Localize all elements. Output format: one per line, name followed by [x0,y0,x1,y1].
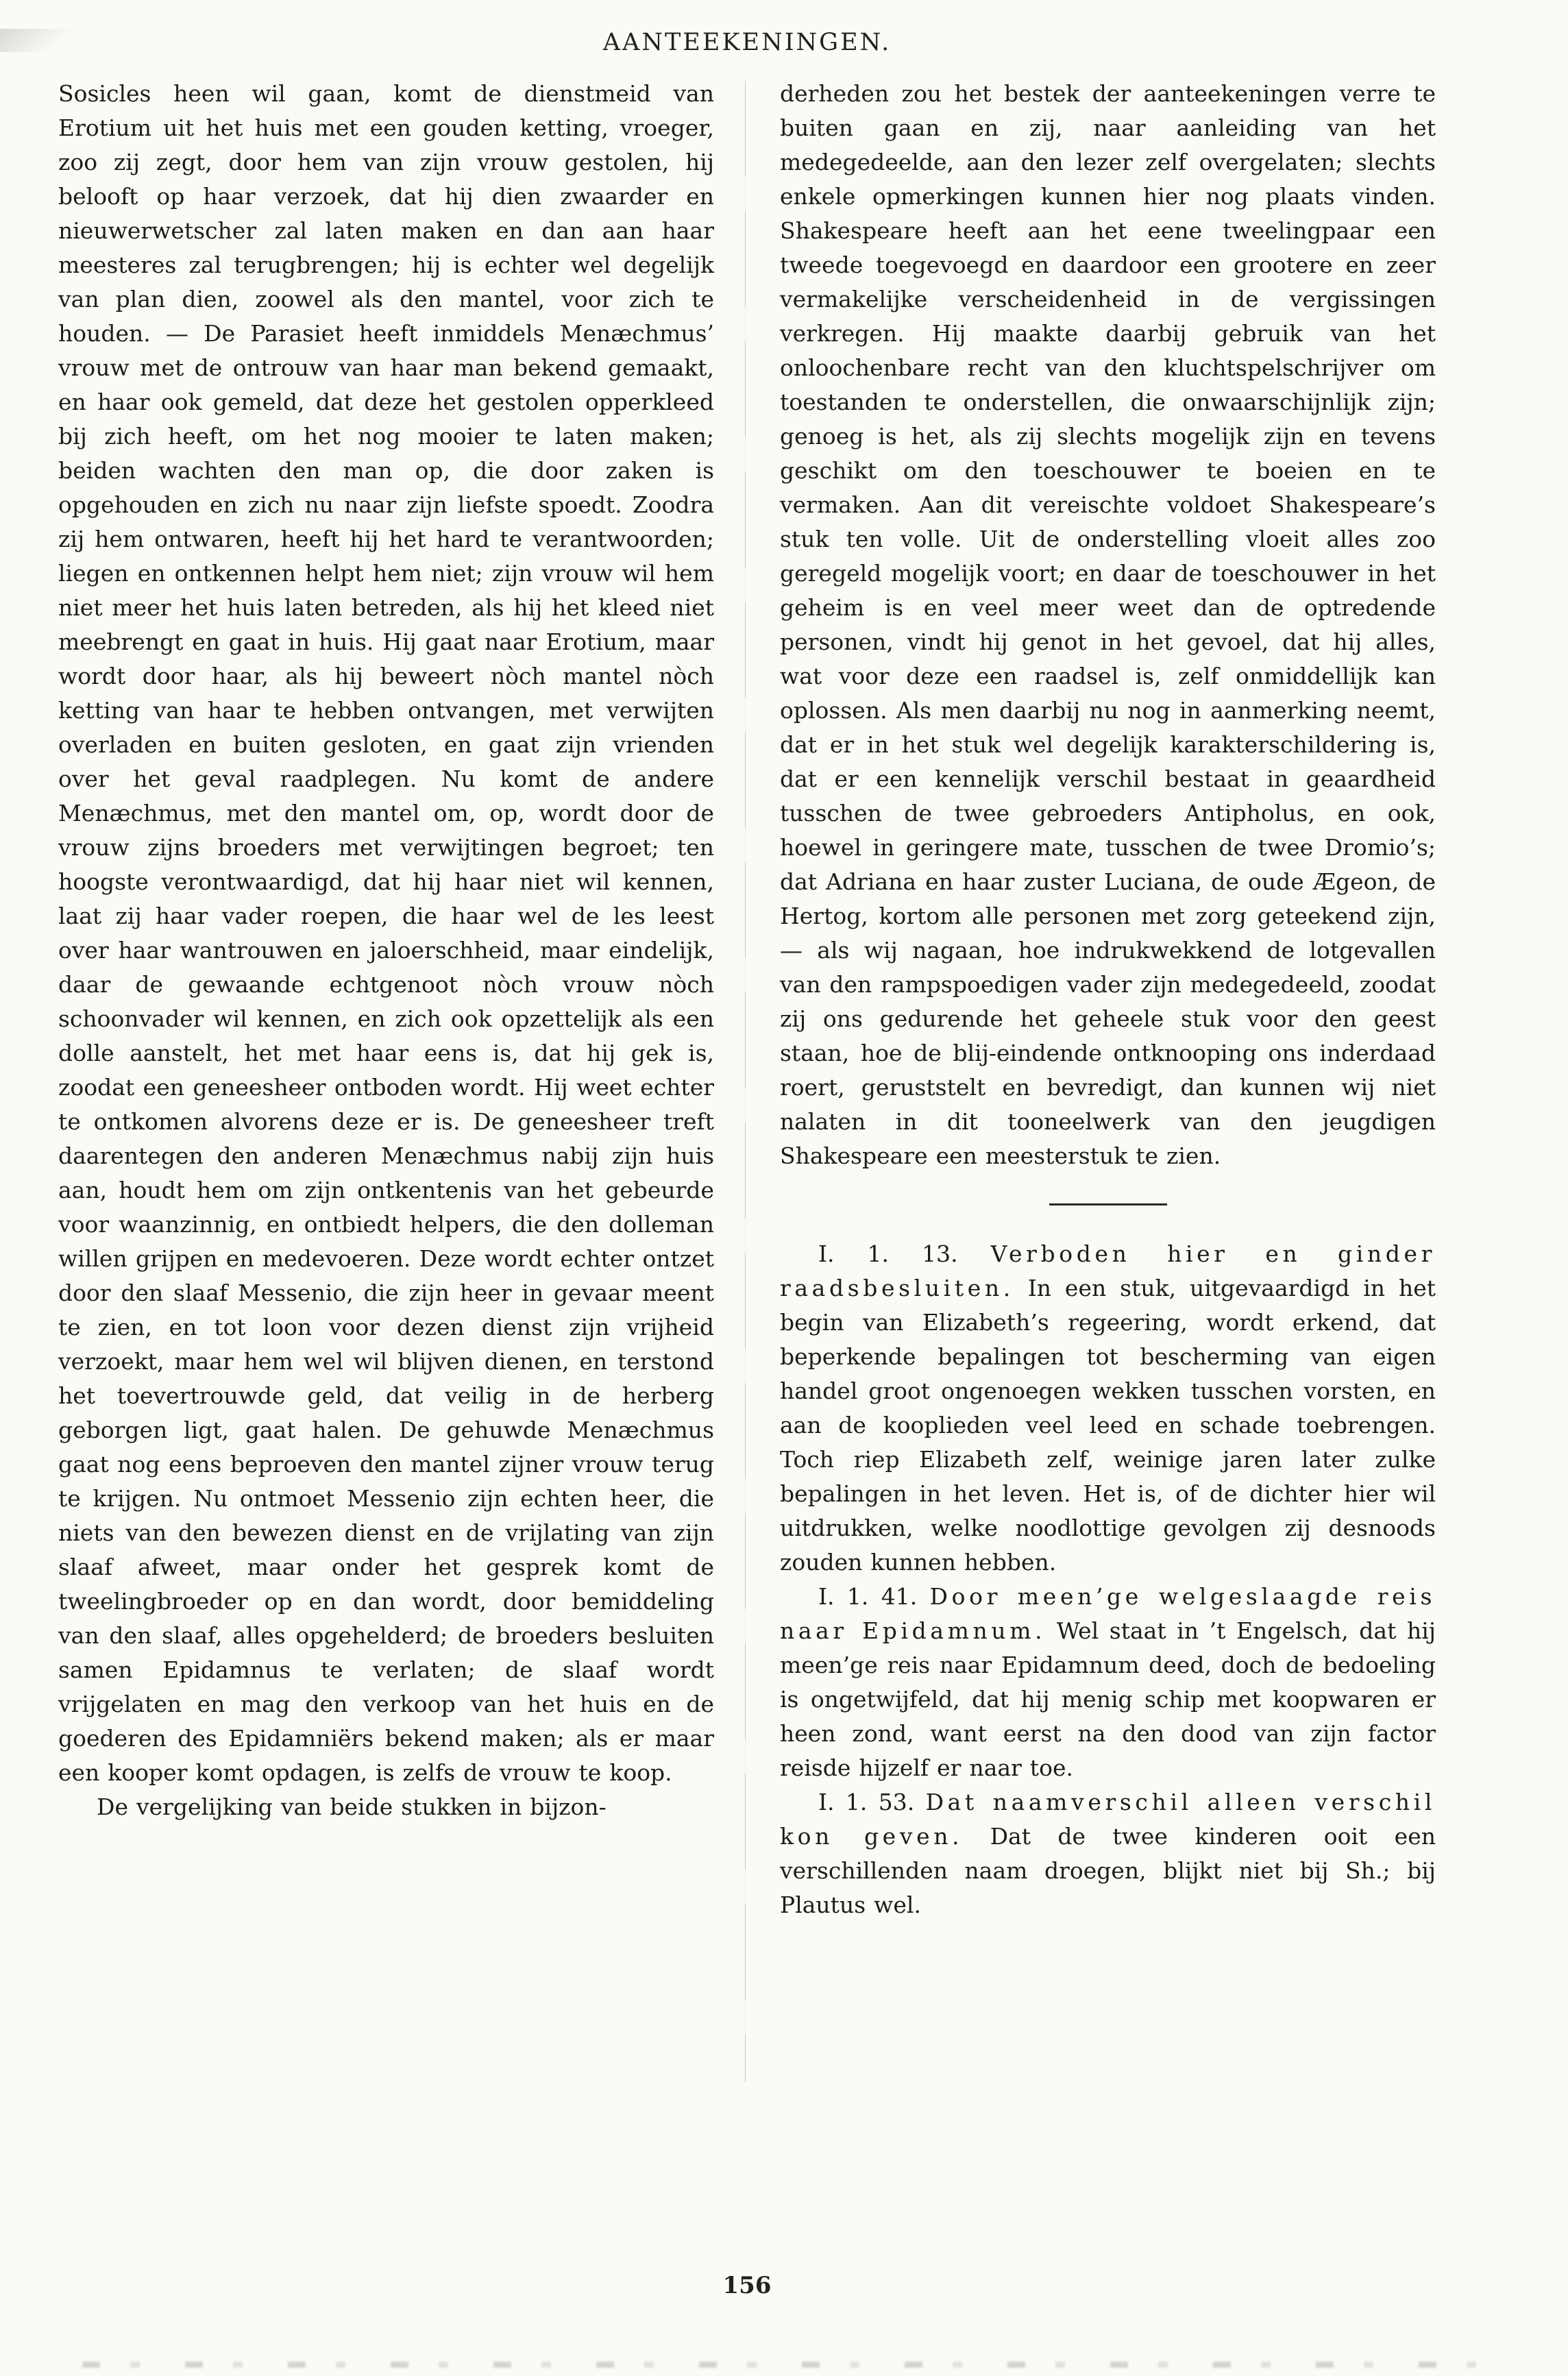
note-paragraph [780,1785,1436,1922]
note-ref: I. 1. 13. [818,1240,958,1267]
paragraph-comparison-start: De vergelijking van beide stukken in bijzon- [97,1793,607,1820]
left-column [58,77,714,1922]
paragraph-synopsis: Sosicles heen wil gaan, komt de dienstmeid van Erotium uit het huis met een gouden ketting, vroeger, zoo zij zegt, door hem van zijn vrouw gestolen, hij belooft op haar verzoek, dat hij dien zwaarder en nieuwerwetscher zal laten maken en dan aan haar meesteres zal terugbrengen; hij is echter wel degelijk van plan dien, zoowel als den mantel, voor zich te houden. — De Parasiet heeft inmiddels Menæchmus’ vrouw met de ontrouw van haar man bekend gemaakt, en haar ook gemeld, dat deze het gestolen opperkleed bij zich heeft, om het nog mooier te laten maken; beiden wachten den man op, die door zaken is opgehouden en zich nu naar zijn liefste spoedt. Zoodra zij hem ontwaren, heeft hij het hard te verantwoorden; liegen en ontkennen helpt hem niet; zijn vrouw wil hem niet meer het huis laten betreden, als hij het kleed niet meebrengt en gaat in huis. Hij gaat naar Erotium, maar wordt door haar, als hij beweert nòch mantel nòch ketting van haar te hebben ontvangen, met verwijten overladen en buiten gesloten, en gaat zijn vrienden over het geval raadplegen. Nu komt de andere Menæchmus, met den mantel om, op, wordt door de vrouw zijns broeders met verwijtingen begroet; ten hoogste verontwaardigd, dat hij haar niet wil kennen, laat zij haar vader roepen, die haar wel de les leest over haar wantrouwen en jaloerschheid, maar eindelijk, daar de gewaande echtgenoot nòch vrouw nòch schoonvader wil kennen, en zich ook opzettelijk als een dolle aanstelt, het met haar eens is, dat hij gek is, zoodat een geneesheer ontboden wordt. Hij weet echter te ontkomen alvorens deze er is. De geneesheer treft daarentegen den anderen Menæchmus nabij zijn huis aan, houdt hem om zijn ontkentenis van het gebeurde voor waanzinnig, en ontbiedt helpers, die den dolleman willen grijpen en medevoeren. Deze wordt echter ontzet door den slaaf Messenio, die zijn heer in gevaar meent te zien, en tot loon voor dezen dienst zijn vrijheid verzoekt, maar hem wel wil blijven dienen, en terstond het toevertrouwde geld, dat veilig in de herberg geborgen ligt, gaat halen. De gehuwde Menæchmus gaat nog eens beproeven den mantel zijner vrouw terug te krijgen. Nu ontmoet Messenio zijn echten heer, die niets van den bewezen dienst en de vrijlating van zijn slaaf afweet, maar onder het gesprek komt de tweelingbroeder op en dan wordt, door bemiddeling van den slaaf, alles opgehelderd; de broeders besluiten samen Epidamnus te verlaten; de slaaf wordt vrijgelaten en mag den verkoop van het huis en de goederen des Epidamniërs bekend maken; als er maar een kooper komt opdagen, is zelfs de vrouw te koop. [58,80,714,1786]
note-text: Wel staat in ’t Engelsch, dat hij meen’ge reis naar Epidamnum deed, doch de bedoeling is ongetwijfeld, dat hij menig schip met koopwaren er heen zond, want eerst na den dood van zijn factor reisde hijzelf er naar toe. [780,1617,1436,1781]
note-text: Dat de twee kinderen ooit een verschillenden naam droegen, blijkt niet bij Sh.; bij Plautus wel. [780,1823,1436,1918]
column-divider [745,81,746,2082]
note-lemma: Dat naamverschil alleen verschil kon geven. [780,1789,1436,1850]
scan-artifact-bottom-edge [82,2362,1487,2368]
note-text: In een stuk, uitgevaardigd in het begin van Elizabeth’s regeering, wordt erkend, dat beperkende bepalingen tot bescherming van eigen handel groot ongenoegen wekken tusschen vorsten, en aan de kooplieden veel leed en schade toebrengen. Toch riep Elizabeth zelf, weinige jaren later zulke bepalingen in het leven. Het is, of de dichter hier wil uitdrukken, welke noodlottige gevolgen zij desnoods zouden kunnen hebben. [780,1275,1436,1576]
note-lemma: Verboden hier en ginder raadsbesluiten. [780,1240,1436,1301]
text-columns [58,77,1436,1922]
note-lemma: Door meen’ge welgeslaagde reis naar Epidamnum. [780,1583,1436,1644]
note-ref: I. 1. 53. [818,1789,915,1815]
page-header: AANTEEKENINGEN. [602,29,892,56]
page-number: 156 [722,2272,772,2299]
note-paragraph [780,1237,1436,1580]
paragraph-comparison-continued: derheden zou het bestek der aanteekeningen verre te buiten gaan en zij, naar aanleiding van het medegedeelde, aan den lezer zelf overgelaten; slechts enkele opmerkingen kunnen hier nog plaats vinden. Shakespeare heeft aan het eene tweelingpaar een tweede toegevoegd en daardoor een grootere en zeer vermakelijke verscheidenheid in de vergissingen verkregen. Hij maakte daarbij gebruik van het onloochenbare recht van den kluchtspelschrijver om toestanden te onderstellen, die onwaarschijnlijk zijn; genoeg is het, als zij slechts mogelijk zijn en tevens geschikt om den toeschouwer te boeien en te vermaken. Aan dit vereischte voldoet Shakespeare’s stuk ten volle. Uit de onderstelling vloeit alles zoo geregeld mogelijk voort; en daar de toeschouwer in het geheim is en veel meer weet dan de optredende personen, vindt hij genot in het gevoel, dat hij alles, wat voor deze een raadsel is, zelf onmiddellijk kan oplossen. Als men daarbij nu nog in aanmerking neemt, dat er in het stuk wel degelijk karakterschildering is, dat er een kennelijk verschil bestaat in geaardheid tusschen de twee gebroeders Antipholus, en ook, hoewel in geringere mate, tusschen de twee Dromio’s; dat Adriana en haar zuster Luciana, de oude Ægeon, de Hertog, kortom alle personen met zorg geteekend zijn, — als wij nagaan, hoe indrukwekkend de lotgevallen van den rampspoedigen vader zijn medegedeeld, zoodat zij ons gedurende het geheele stuk voor den geest staan, hoe de blij-eindende ontknooping ons inderdaad roert, geruststelt en bevredigt, dan kunnen wij niet nalaten in dit tooneelwerk van den jeugdigen Shakespeare een meesterstuk te zien. [780,80,1436,1169]
right-column [780,77,1436,1922]
section-divider-rule [1049,1203,1167,1205]
note-ref: I. 1. 41. [818,1583,918,1610]
note-paragraph [780,1580,1436,1785]
